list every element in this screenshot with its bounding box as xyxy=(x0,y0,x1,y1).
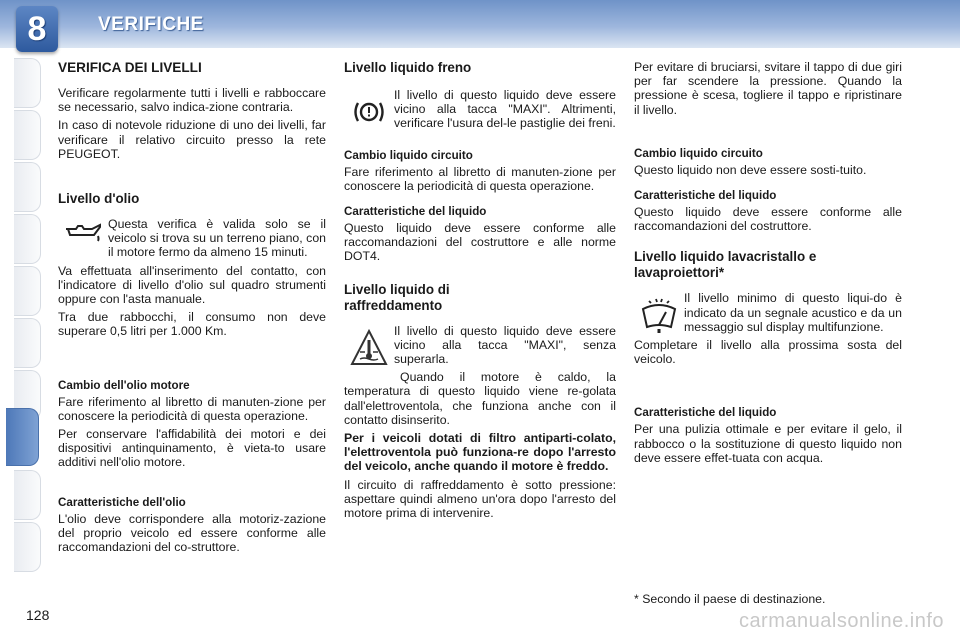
coolant-paragraph-2: Quando il motore è caldo, la temperatura di questo liquido viene re-golata dall'elettroventola, che funziona anche con il contatto disinserito. xyxy=(344,370,616,427)
washer-spec-title: Caratteristiche del liquido xyxy=(634,406,777,420)
coolant-temperature-icon xyxy=(344,324,394,368)
intro-paragraph-2: In caso di notevole riduzione di uno dei livelli, far verificare il relativo circuito presso la rete PEUGEOT. xyxy=(58,118,326,161)
coolant-change-title: Cambio liquido circuito xyxy=(634,146,763,160)
watermark: carmanualsonline.info xyxy=(738,610,944,632)
brake-change-paragraph-1: Fare riferimento al libretto di manuten-zione per conoscere la periodicità di questa operazione. xyxy=(344,164,616,193)
chapter-badge xyxy=(16,6,58,52)
brake-paragraph-1: Il livello di questo liquido deve essere vicino alla tacca "MAXI". Altrimenti, verificare l'usura del-le pastiglie dei freni. xyxy=(394,88,616,131)
windscreen-washer-icon xyxy=(634,291,684,335)
intro-paragraph-1: Verificare regolarmente tutti i livelli e rabboccare se necessario, salvo indica-zione contraria. xyxy=(58,86,326,115)
oil-can-icon xyxy=(58,217,108,245)
coolant-title: Livello liquido di raffreddamento xyxy=(344,281,450,313)
column-right xyxy=(634,60,902,469)
pressure-paragraph: Per evitare di bruciarsi, svitare il tappo di due giri per far scendere la pressione. Quando la pressione è scesa, togliere il tappo e ripristinare il livello. xyxy=(634,60,902,117)
washer-fluid-title: Livello liquido lavacristallo e lavaproiettori* xyxy=(634,249,817,281)
chapter-tab[interactable] xyxy=(14,318,41,368)
coolant-paragraph-3: Per i veicoli dotati di filtro antiparti-colato, l'elettroventola può funziona-re dopo l'arresto del veicolo, anche quando il motore è freddo. xyxy=(344,431,616,474)
chapter-tabs xyxy=(0,58,44,598)
oil-paragraph-1: Questa verifica è valida solo se il veicolo si trova su un terreno piano, con il motore fermo da almeno 15 minuti. xyxy=(108,217,326,260)
washer-spec-paragraph-1: Per una pulizia ottimale e per evitare il gelo, il rabbocco o la sostituzione di questo liquido non deve essere effet-tuata con acqua. xyxy=(634,422,902,465)
oil-change-paragraph-2: Per conservare l'affidabilità dei motori e dei dispositivi antinquinamento, è vieta-to usare additivi nell'olio motore. xyxy=(58,427,326,470)
oil-change-paragraph-1: Fare riferimento al libretto di manuten-zione per conoscere la periodicità di questa operazione. xyxy=(58,394,326,423)
brake-spec-paragraph-1: Questo liquido deve essere conforme alle raccomandazioni del costruttore e alle norme DOT4. xyxy=(344,221,616,264)
column-middle xyxy=(344,60,616,524)
coolant-change-paragraph-1: Questo liquido non deve essere sosti-tuito. xyxy=(634,162,867,177)
coolant-paragraph-4: Il circuito di raffreddamento è sotto pressione: aspettare quindi almeno un'ora dopo l'arresto del motore prima di intervenire. xyxy=(344,477,616,521)
oil-paragraph-2: Va effettuata all'inserimento del contatto, con l'indicatore di livello d'olio sul quadro strumenti oppure con l'asta manuale. xyxy=(58,263,326,307)
oil-paragraph-3: Tra due rabbocchi, il consumo non deve superare 0,5 litri per 1.000 Km. xyxy=(58,310,326,339)
coolant-spec-title: Caratteristiche del liquido xyxy=(634,189,777,203)
brake-fluid-title: Livello liquido freno xyxy=(344,60,472,75)
chapter-tab[interactable] xyxy=(14,266,41,316)
brake-warning-icon xyxy=(344,88,394,126)
chapter-tab[interactable] xyxy=(14,522,41,572)
verifica-title: VERIFICA DEI LIVELLI xyxy=(58,60,202,75)
coolant-spec-paragraph-1: Questo liquido deve essere conforme alle raccomandazioni del costruttore. xyxy=(634,205,902,234)
page-number: 128 xyxy=(26,607,50,623)
chapter-tab[interactable] xyxy=(14,470,41,520)
footnote: * Secondo il paese di destinazione. xyxy=(634,592,826,606)
column-left xyxy=(58,60,326,558)
chapter-tab-active[interactable] xyxy=(6,408,39,466)
chapter-tab[interactable] xyxy=(14,110,41,160)
brake-spec-title: Caratteristiche del liquido xyxy=(344,205,487,219)
washer-paragraph-1: Il livello minimo di questo liqui-do è indicato da un segnale acustico e da un messaggio sul display multifunzione. xyxy=(684,291,902,334)
oil-spec-paragraph-1: L'olio deve corrispondere alla motoriz-zazione del proprio veicolo ed essere conforme alle raccomandazioni del co-struttore. xyxy=(58,511,326,555)
oil-level-title: Livello d'olio xyxy=(58,191,140,207)
chapter-number: 8 xyxy=(27,10,47,48)
brake-change-title: Cambio liquido circuito xyxy=(344,148,473,162)
chapter-tab[interactable] xyxy=(14,58,41,108)
oil-change-title: Cambio dell'olio motore xyxy=(58,378,190,392)
chapter-tab[interactable] xyxy=(14,162,41,212)
chapter-tab[interactable] xyxy=(14,214,41,264)
oil-spec-title: Caratteristiche dell'olio xyxy=(58,495,186,509)
section-title: VERIFICHE xyxy=(98,14,204,35)
coolant-paragraph-1: Il livello di questo liquido deve essere vicino alla tacca "MAXI", senza superarla. xyxy=(394,323,616,367)
washer-paragraph-2: Completare il livello alla prossima sosta del veicolo. xyxy=(634,338,902,367)
